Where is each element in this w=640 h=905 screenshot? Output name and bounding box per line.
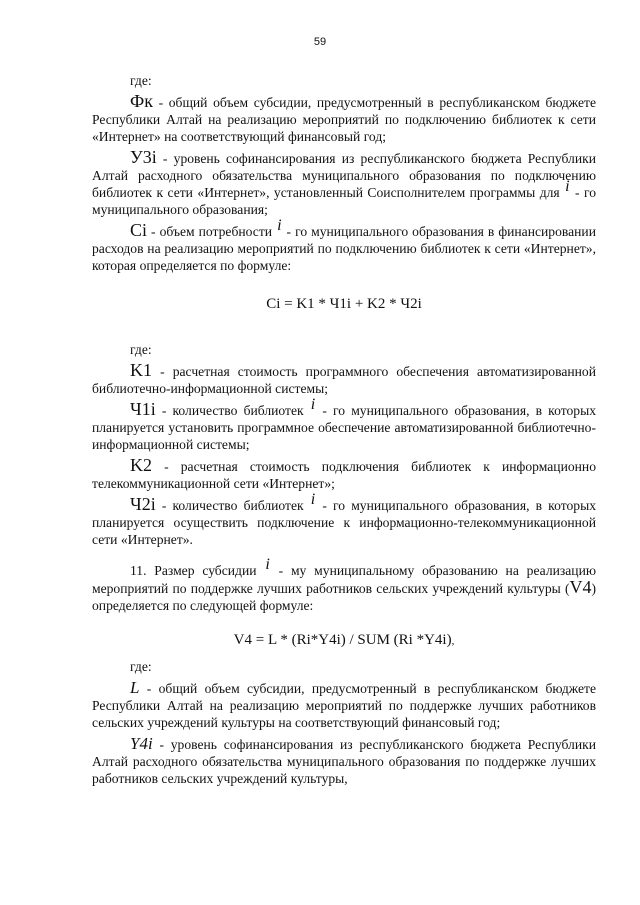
paragraph-11-text-3: ) определяется по следующей формуле: bbox=[92, 581, 596, 613]
definition-ch1i-text-1: - количество библиотек bbox=[155, 403, 310, 418]
definition-l-text: - общий объем субсидии, предусмотренный в республиканском бюджете Республики Алтай на реализацию мероприятий по поддержке лучших работников сельских учреждений культуры на соответствующий финансовый год; bbox=[92, 681, 596, 730]
formula-v4 bbox=[92, 632, 596, 650]
index-i: i bbox=[310, 491, 316, 508]
definition-ch2i-text-2: - го муниципального образования, в которых планируется осуществить подключение к информационно-телекоммуникационной сети «Интернет». bbox=[92, 498, 596, 547]
definition-fk-text: - общий объем субсидии, предусмотренный в республиканском бюджете Республики Алтай на реализацию мероприятий по подключению библиотек к сети «Интернет» на соответствующий финансовый год; bbox=[92, 95, 596, 144]
symbol-ch1i: Ч1i bbox=[130, 399, 156, 419]
index-i: i bbox=[277, 217, 282, 234]
definition-k2 bbox=[92, 457, 596, 492]
symbol-l: L bbox=[130, 678, 140, 697]
symbol-fk: Фк bbox=[130, 91, 153, 111]
paragraph-11-text-2: - му муниципальному образованию на реализацию мероприятий по поддержке лучших работников сельских учреждений культуры ( bbox=[92, 563, 596, 596]
formula-ci: Ci = K1 * Ч1i + K2 * Ч2i bbox=[266, 296, 422, 312]
definition-y3i-tail: - го муниципального образования; bbox=[92, 185, 597, 217]
formula-v4-expression: V4 = L * (Ri*Y4i) / SUM (Ri *Y4i) bbox=[233, 632, 452, 648]
formula-v4-tail: , bbox=[451, 635, 455, 647]
index-i: i bbox=[565, 178, 570, 195]
definition-y4i-text: - уровень софинансирования из республиканского бюджета Республики Алтай расходного обязательства муниципального образования по поддержке лучших работников сельских учреждений культуры, bbox=[92, 737, 596, 786]
page-number: 59 bbox=[313, 36, 327, 48]
definition-ch2i bbox=[92, 491, 596, 548]
definition-fk bbox=[92, 93, 596, 145]
definition-ci-text-2: - го муниципального образования в финансировании расходов на реализацию мероприятий по подключению библиотек к сети «Интернет», которая определяется по формуле: bbox=[92, 224, 596, 273]
definition-ch1i-text-2: - го муниципального образования, в которых планируется установить программное обеспечение автоматизированной библиотечно-информационной системы; bbox=[92, 403, 596, 452]
definition-y3i bbox=[92, 149, 596, 218]
where-label-3: где: bbox=[130, 659, 152, 674]
definition-ch1i bbox=[92, 396, 596, 453]
definition-ch2i-text-1: - количество библиотек bbox=[155, 498, 310, 513]
symbol-k2: K2 bbox=[130, 455, 152, 475]
definition-k2-text: - расчетная стоимость подключения библиотек к информационно телекоммуникационной сети «Интернет»; bbox=[92, 459, 596, 491]
where-label-1: где: bbox=[130, 73, 152, 88]
symbol-ci: Ci bbox=[130, 220, 148, 240]
symbol-y4i: Y4i bbox=[130, 734, 153, 753]
symbol-k1: K1 bbox=[130, 360, 152, 380]
definition-y3i-text: - уровень софинансирования из республиканского бюджета Республики Алтай расходного обязательства муниципального образования по подключению библиотек к сети «Интернет», установленный Соисполнителем программы для bbox=[92, 151, 596, 200]
symbol-v4: V4 bbox=[569, 577, 592, 597]
definition-y4i bbox=[92, 735, 596, 787]
definition-l bbox=[92, 679, 596, 731]
where-label-2: где: bbox=[130, 342, 152, 357]
paragraph-11 bbox=[92, 556, 596, 614]
definition-k1-text: - расчетная стоимость программного обеспечения автоматизированной библиотечно-информационной системы; bbox=[92, 364, 596, 396]
symbol-ch2i: Ч2i bbox=[130, 494, 156, 514]
definition-ci bbox=[92, 217, 596, 274]
definition-ci-text-1: - объем потребности bbox=[147, 224, 277, 239]
paragraph-11-text-1: 11. Размер субсидии bbox=[130, 563, 265, 578]
index-i: i bbox=[310, 396, 316, 413]
document-body bbox=[92, 68, 596, 787]
definition-k1 bbox=[92, 362, 596, 397]
index-i: i bbox=[265, 556, 270, 573]
symbol-y3i: У3i bbox=[130, 147, 157, 167]
